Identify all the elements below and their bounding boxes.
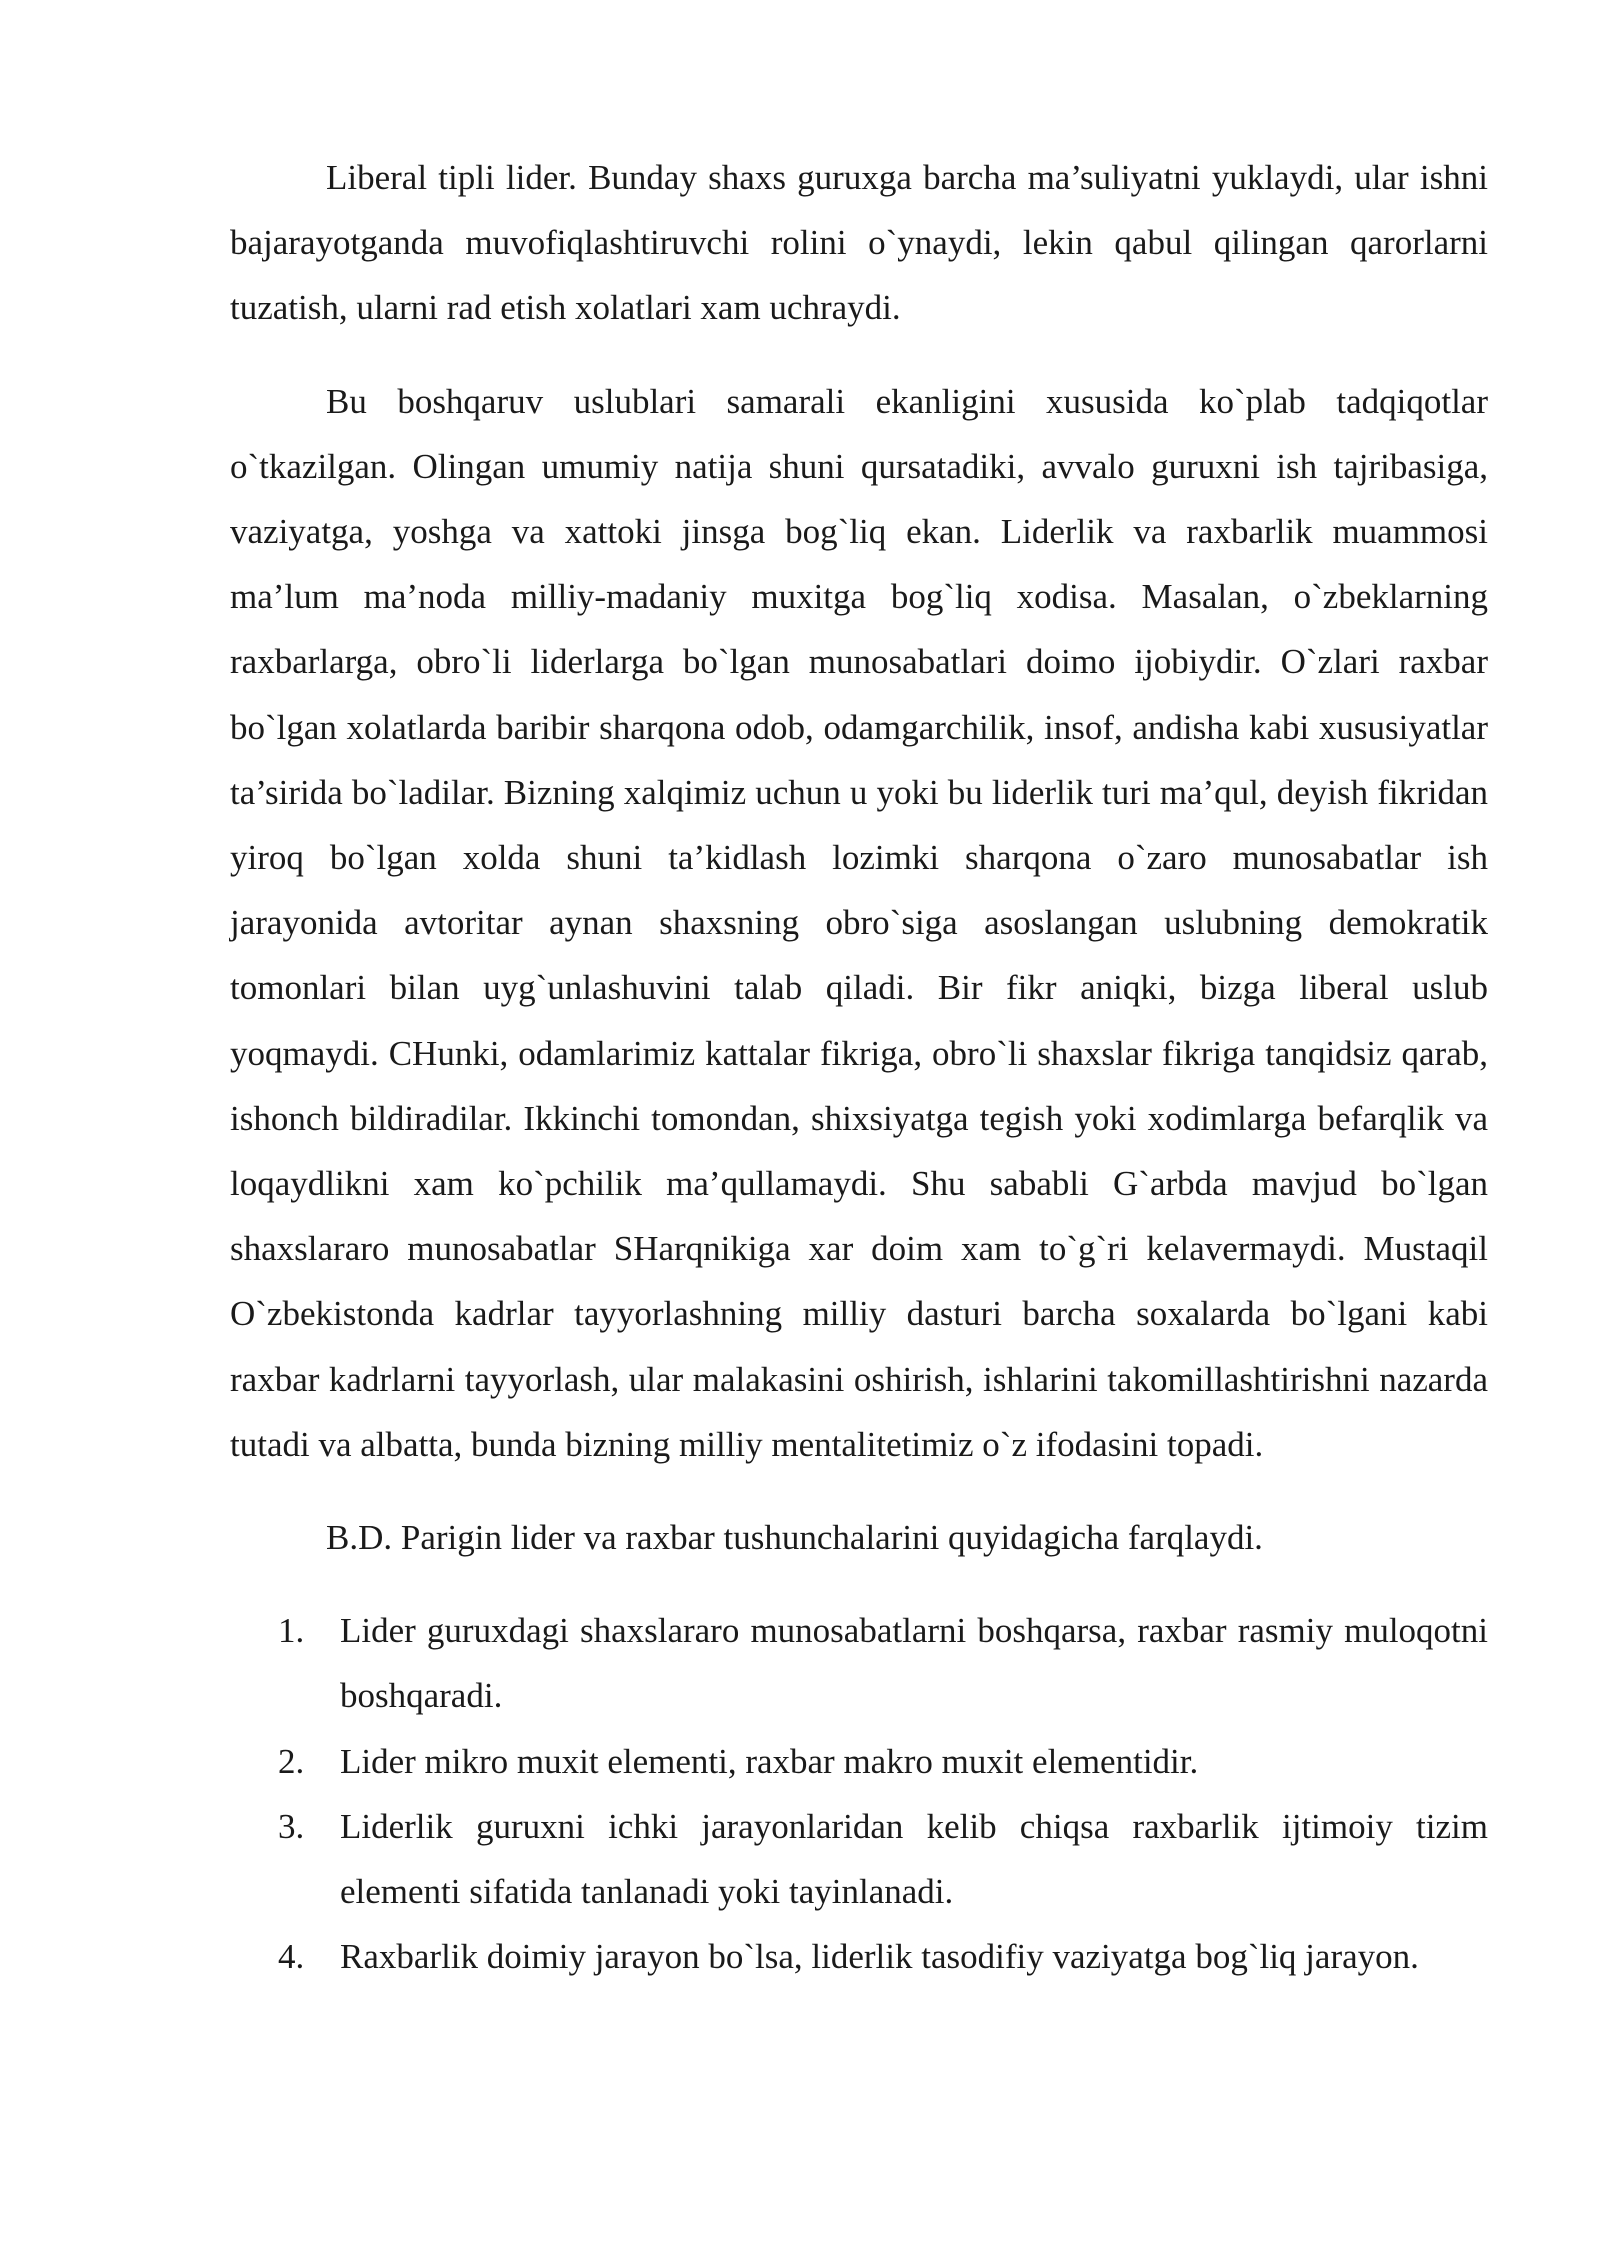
paragraph-parigin-intro: B.D. Parigin lider va raxbar tushunchalarini quyidagicha farqlaydi. (326, 1518, 1263, 1558)
list-item (230, 1794, 1488, 1924)
list-item-number: 2. (278, 1741, 305, 1781)
list-item-number: 1. (278, 1611, 305, 1651)
list-item-text: Raxbarlik doimiy jarayon bo`lsa, liderlik tasodifiy vaziyatga bog`liq jarayon. (340, 1937, 1419, 1977)
list-item (230, 1729, 1488, 1794)
list-item-number: 3. (278, 1806, 305, 1846)
paragraph-liberal-leader: Liberal tipli lider. Bunday shaxs guruxga barcha ma’suliyatni yuklaydi, ular ishni bajarayotganda muvofiqlashtiruvchi rolini o`ynaydi, lekin qabul qilingan qarorlarni tuzatish, ularni rad etish xolatlari xam uchraydi. (230, 158, 1488, 328)
list-item-text: Lider mikro muxit elementi, raxbar makro muxit elementidir. (340, 1741, 1199, 1781)
list-item (230, 1924, 1488, 1989)
list-item (230, 1598, 1488, 1728)
paragraph-management-styles: Bu boshqaruv uslublari samarali ekanligini xususida ko`plab tadqiqotlar o`tkazilgan. Olingan umumiy natija shuni qursatadiki, avvalo guruxni ish tajribasiga, vaziyatga, yoshga va xattoki jinsga bog`liq ekan. Liderlik va raxbarlik muammosi ma’lum ma’noda milliy-madaniy muxitga bog`liq xodisa. Masalan, o`zbeklarning raxbarlarga, obro`li liderlarga bo`lgan munosabatlari doimo ijobiydir. O`zlari raxbar bo`lgan xolatlarda baribir sharqona odob, odamgarchilik, insof, andisha kabi xususiyatlar ta’sirida bo`ladilar. Bizning xalqimiz uchun u yoki bu liderlik turi ma’qul, deyish fikridan yiroq bo`lgan xolda shuni ta’kidlash lozimki sharqona o`zaro munosabatlar ish jarayonida avtoritar aynan shaxsning obro`siga asoslangan uslubning demokratik tomonlari bilan uyg`unlashuvini talab qiladi. Bir fikr aniqki, bizga liberal uslub yoqmaydi. CHunki, odamlarimiz kattalar fikriga, obro`li shaxslar fikriga tanqidsiz qarab, ishonch bildiradilar. Ikkinchi tomondan, shixsiyatga tegish yoki xodimlarga befarqlik va loqaydlikni xam ko`pchilik ma’qullamaydi. Shu sababli G`arbda mavjud bo`lgan shaxslararo munosabatlar SHarqnikiga xar doim xam to`g`ri kelavermaydi. Mustaqil O`zbekistonda kadrlar tayyorlashning milliy dasturi barcha soxalarda bo`lgani kabi raxbar kadrlarni tayyorlash, ular malakasini oshirish, ishlarini takomillashtirishni nazarda tutadi va albatta, bunda bizning milliy mentalitetimiz o`z ifodasini topadi. (230, 381, 1488, 1464)
page-content (230, 145, 1488, 1989)
list-item-text: Liderlik guruxni ichki jarayonlaridan kelib chiqsa raxbarlik ijtimoiy tizim elementi sifatida tanlanadi yoki tayinlanadi. (340, 1806, 1488, 1912)
numbered-list (230, 1598, 1488, 1989)
list-item-text: Lider guruxdagi shaxslararo munosabatlarni boshqarsa, raxbar rasmiy muloqotni boshqaradi. (340, 1611, 1488, 1716)
list-item-number: 4. (278, 1937, 305, 1977)
